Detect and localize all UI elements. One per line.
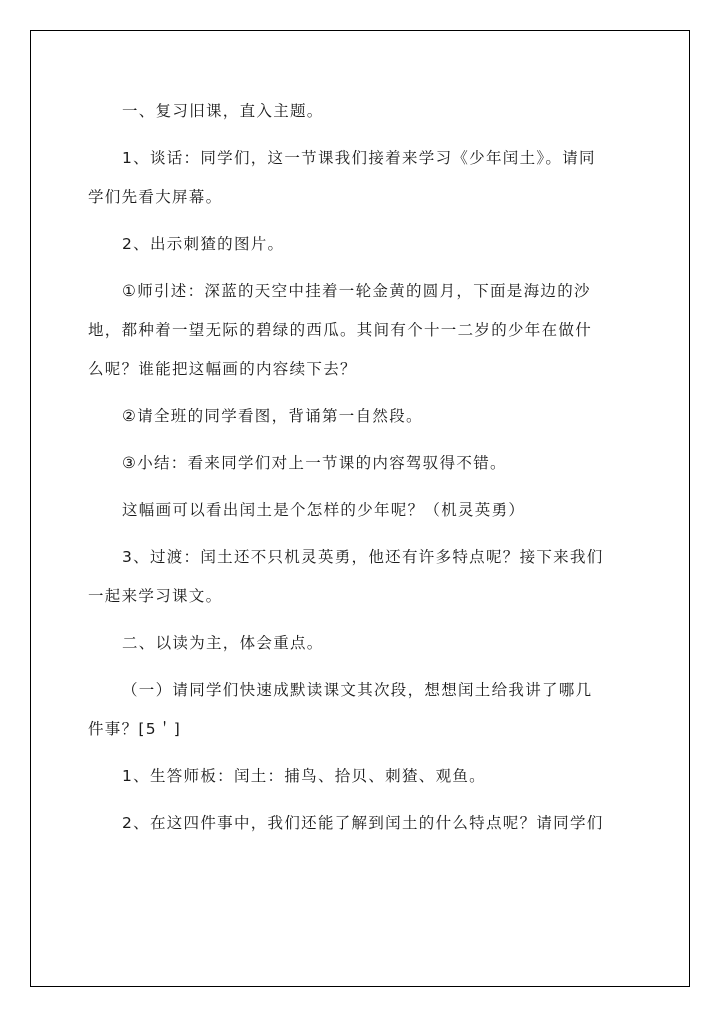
text-line: （一）请同学们快速成默读课文其次段，想想闰土给我讲了哪几 [122,681,593,699]
text-line: ②请全班的同学看图，背诵第一自然段。 [122,407,423,425]
paragraph-question [88,491,658,530]
text-line: 1、生答师板：闰土：捕鸟、拾贝、刺猹、观鱼。 [122,767,486,785]
paragraph-teacher-intro [88,272,658,389]
paragraph-summary [88,444,658,483]
text-line: ③小结：看来同学们对上一节课的内容驾驭得不错。 [122,454,507,472]
text-line: 件事？[5＇] [88,720,182,738]
text-line: 一、复习旧课，直入主题。 [122,102,324,120]
paragraph-section-two-heading [88,624,658,663]
paragraph-show-picture [88,225,658,264]
paragraph-four-things [88,804,658,843]
paragraph-board-answer [88,757,658,796]
paragraph-recite [88,397,658,436]
text-line: 2、出示刺猹的图片。 [122,235,285,253]
text-line: 么呢？谁能把这幅画的内容续下去？ [88,360,357,378]
text-line: 学们先看大屏幕。 [88,188,223,206]
text-line: 3、过渡：闰土还不只机灵英勇，他还有许多特点呢？接下来我们 [122,548,604,566]
text-line: 地，都种着一望无际的碧绿的西瓜。其间有个十一二岁的少年在做什 [88,321,593,339]
paragraph-review-heading [88,92,658,131]
text-line: 这幅画可以看出闰土是个怎样的少年呢？（机灵英勇） [122,501,526,519]
text-line: 1、谈话：同学们，这一节课我们接着来学习《少年闰土》。请同 [122,149,596,167]
text-line: 二、以读为主，体会重点。 [122,634,324,652]
document-body [88,92,658,851]
paragraph-read-task [88,671,658,749]
text-line: 一起来学习课文。 [88,587,223,605]
text-line: 2、在这四件事中，我们还能了解到闰土的什么特点呢？请同学们 [122,814,604,832]
text-line: ①师引述：深蓝的天空中挂着一轮金黄的圆月，下面是海边的沙 [122,282,591,300]
paragraph-talk [88,139,658,217]
paragraph-transition [88,538,658,616]
